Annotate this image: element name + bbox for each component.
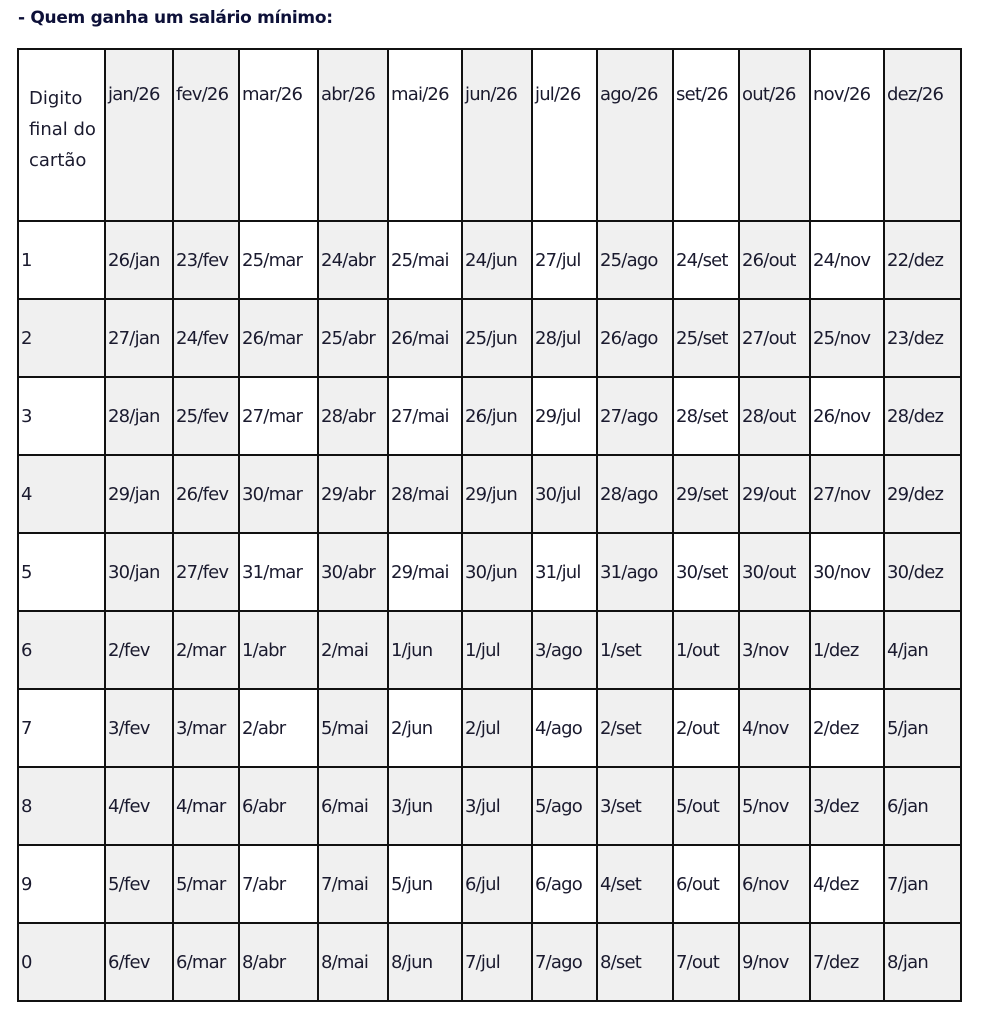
date-cell: 2/fev xyxy=(105,611,173,689)
date-cell: 7/mai xyxy=(318,845,388,923)
date-cell: 24/jun xyxy=(462,221,532,299)
date-cell: 3/jul xyxy=(462,767,532,845)
table-row xyxy=(18,689,961,767)
header-cell-month: jun/26 xyxy=(462,49,532,221)
digit-cell: 5 xyxy=(18,533,105,611)
date-cell: 1/jun xyxy=(388,611,462,689)
date-cell: 3/dez xyxy=(810,767,884,845)
date-cell: 29/dez xyxy=(884,455,961,533)
date-cell: 6/mai xyxy=(318,767,388,845)
date-cell: 8/abr xyxy=(239,923,318,1001)
date-cell: 3/mar xyxy=(173,689,239,767)
digit-cell: 9 xyxy=(18,845,105,923)
digit-cell: 1 xyxy=(18,221,105,299)
date-cell: 25/fev xyxy=(173,377,239,455)
date-cell: 29/out xyxy=(739,455,810,533)
digit-cell: 7 xyxy=(18,689,105,767)
date-cell: 6/mar xyxy=(173,923,239,1001)
digit-cell: 3 xyxy=(18,377,105,455)
date-cell: 25/jun xyxy=(462,299,532,377)
date-cell: 28/jan xyxy=(105,377,173,455)
header-cell-month: nov/26 xyxy=(810,49,884,221)
date-cell: 6/ago xyxy=(532,845,597,923)
date-cell: 29/jul xyxy=(532,377,597,455)
header-cell-month: ago/26 xyxy=(597,49,673,221)
date-cell: 7/abr xyxy=(239,845,318,923)
date-cell: 27/mai xyxy=(388,377,462,455)
date-cell: 28/abr xyxy=(318,377,388,455)
date-cell: 2/jun xyxy=(388,689,462,767)
date-cell: 5/out xyxy=(673,767,739,845)
date-cell: 26/nov xyxy=(810,377,884,455)
date-cell: 28/dez xyxy=(884,377,961,455)
date-cell: 3/fev xyxy=(105,689,173,767)
date-cell: 27/fev xyxy=(173,533,239,611)
date-cell: 1/out xyxy=(673,611,739,689)
date-cell: 4/mar xyxy=(173,767,239,845)
digit-cell: 8 xyxy=(18,767,105,845)
date-cell: 26/mar xyxy=(239,299,318,377)
date-cell: 27/mar xyxy=(239,377,318,455)
digit-cell: 2 xyxy=(18,299,105,377)
date-cell: 4/fev xyxy=(105,767,173,845)
date-cell: 29/jun xyxy=(462,455,532,533)
digit-cell: 0 xyxy=(18,923,105,1001)
date-cell: 26/out xyxy=(739,221,810,299)
section-heading: - Quem ganha um salário mínimo: xyxy=(18,8,333,28)
date-cell: 30/nov xyxy=(810,533,884,611)
date-cell: 31/jul xyxy=(532,533,597,611)
date-cell: 4/jan xyxy=(884,611,961,689)
date-cell: 2/jul xyxy=(462,689,532,767)
date-cell: 1/abr xyxy=(239,611,318,689)
table-row xyxy=(18,299,961,377)
date-cell: 30/jun xyxy=(462,533,532,611)
table-row xyxy=(18,923,961,1001)
date-cell: 22/dez xyxy=(884,221,961,299)
date-cell: 28/ago xyxy=(597,455,673,533)
date-cell: 25/set xyxy=(673,299,739,377)
date-cell: 1/set xyxy=(597,611,673,689)
digit-cell: 6 xyxy=(18,611,105,689)
date-cell: 29/mai xyxy=(388,533,462,611)
header-cell-month: mai/26 xyxy=(388,49,462,221)
date-cell: 29/jan xyxy=(105,455,173,533)
date-cell: 24/abr xyxy=(318,221,388,299)
date-cell: 4/nov xyxy=(739,689,810,767)
date-cell: 2/out xyxy=(673,689,739,767)
date-cell: 28/jul xyxy=(532,299,597,377)
date-cell: 23/fev xyxy=(173,221,239,299)
date-cell: 5/ago xyxy=(532,767,597,845)
digit-cell: 4 xyxy=(18,455,105,533)
date-cell: 27/out xyxy=(739,299,810,377)
date-cell: 27/ago xyxy=(597,377,673,455)
date-cell: 2/mai xyxy=(318,611,388,689)
date-cell: 24/set xyxy=(673,221,739,299)
table-row xyxy=(18,533,961,611)
date-cell: 27/jul xyxy=(532,221,597,299)
date-cell: 30/dez xyxy=(884,533,961,611)
date-cell: 30/jan xyxy=(105,533,173,611)
date-cell: 8/jun xyxy=(388,923,462,1001)
header-row xyxy=(18,49,961,221)
date-cell: 25/ago xyxy=(597,221,673,299)
date-cell: 6/abr xyxy=(239,767,318,845)
date-cell: 2/abr xyxy=(239,689,318,767)
date-cell: 27/nov xyxy=(810,455,884,533)
table-row xyxy=(18,455,961,533)
date-cell: 25/mar xyxy=(239,221,318,299)
date-cell: 28/set xyxy=(673,377,739,455)
date-cell: 7/out xyxy=(673,923,739,1001)
header-cell-month: set/26 xyxy=(673,49,739,221)
date-cell: 25/abr xyxy=(318,299,388,377)
date-cell: 6/jan xyxy=(884,767,961,845)
header-cell-month: abr/26 xyxy=(318,49,388,221)
date-cell: 24/nov xyxy=(810,221,884,299)
date-cell: 30/jul xyxy=(532,455,597,533)
table-row xyxy=(18,845,961,923)
header-cell-month: jul/26 xyxy=(532,49,597,221)
header-cell-month: out/26 xyxy=(739,49,810,221)
date-cell: 7/dez xyxy=(810,923,884,1001)
header-cell-month: jan/26 xyxy=(105,49,173,221)
date-cell: 24/fev xyxy=(173,299,239,377)
date-cell: 6/fev xyxy=(105,923,173,1001)
date-cell: 9/nov xyxy=(739,923,810,1001)
date-cell: 30/set xyxy=(673,533,739,611)
date-cell: 2/set xyxy=(597,689,673,767)
date-cell: 25/mai xyxy=(388,221,462,299)
date-cell: 23/dez xyxy=(884,299,961,377)
table-row xyxy=(18,611,961,689)
date-cell: 4/set xyxy=(597,845,673,923)
date-cell: 26/jun xyxy=(462,377,532,455)
date-cell: 26/jan xyxy=(105,221,173,299)
date-cell: 29/set xyxy=(673,455,739,533)
header-cell-month: fev/26 xyxy=(173,49,239,221)
date-cell: 30/abr xyxy=(318,533,388,611)
date-cell: 26/fev xyxy=(173,455,239,533)
date-cell: 6/out xyxy=(673,845,739,923)
date-cell: 30/out xyxy=(739,533,810,611)
date-cell: 2/dez xyxy=(810,689,884,767)
date-cell: 8/jan xyxy=(884,923,961,1001)
date-cell: 29/abr xyxy=(318,455,388,533)
date-cell: 3/nov xyxy=(739,611,810,689)
date-cell: 6/jul xyxy=(462,845,532,923)
date-cell: 7/ago xyxy=(532,923,597,1001)
date-cell: 3/ago xyxy=(532,611,597,689)
date-cell: 31/ago xyxy=(597,533,673,611)
table-row xyxy=(18,767,961,845)
date-cell: 5/fev xyxy=(105,845,173,923)
date-cell: 6/nov xyxy=(739,845,810,923)
date-cell: 3/jun xyxy=(388,767,462,845)
date-cell: 28/out xyxy=(739,377,810,455)
date-cell: 31/mar xyxy=(239,533,318,611)
header-cell-digit: Digito final do cartão xyxy=(18,49,105,221)
date-cell: 26/mai xyxy=(388,299,462,377)
header-cell-month: dez/26 xyxy=(884,49,961,221)
date-cell: 5/jun xyxy=(388,845,462,923)
date-cell: 4/ago xyxy=(532,689,597,767)
date-cell: 28/mai xyxy=(388,455,462,533)
header-cell-month: mar/26 xyxy=(239,49,318,221)
date-cell: 2/mar xyxy=(173,611,239,689)
payment-schedule-table xyxy=(17,48,962,1002)
date-cell: 3/set xyxy=(597,767,673,845)
date-cell: 5/mai xyxy=(318,689,388,767)
date-cell: 5/jan xyxy=(884,689,961,767)
date-cell: 4/dez xyxy=(810,845,884,923)
table-row xyxy=(18,221,961,299)
date-cell: 25/nov xyxy=(810,299,884,377)
date-cell: 27/jan xyxy=(105,299,173,377)
date-cell: 7/jul xyxy=(462,923,532,1001)
date-cell: 5/mar xyxy=(173,845,239,923)
date-cell: 1/jul xyxy=(462,611,532,689)
date-cell: 26/ago xyxy=(597,299,673,377)
date-cell: 8/set xyxy=(597,923,673,1001)
date-cell: 8/mai xyxy=(318,923,388,1001)
date-cell: 7/jan xyxy=(884,845,961,923)
date-cell: 30/mar xyxy=(239,455,318,533)
table-row xyxy=(18,377,961,455)
date-cell: 1/dez xyxy=(810,611,884,689)
date-cell: 5/nov xyxy=(739,767,810,845)
